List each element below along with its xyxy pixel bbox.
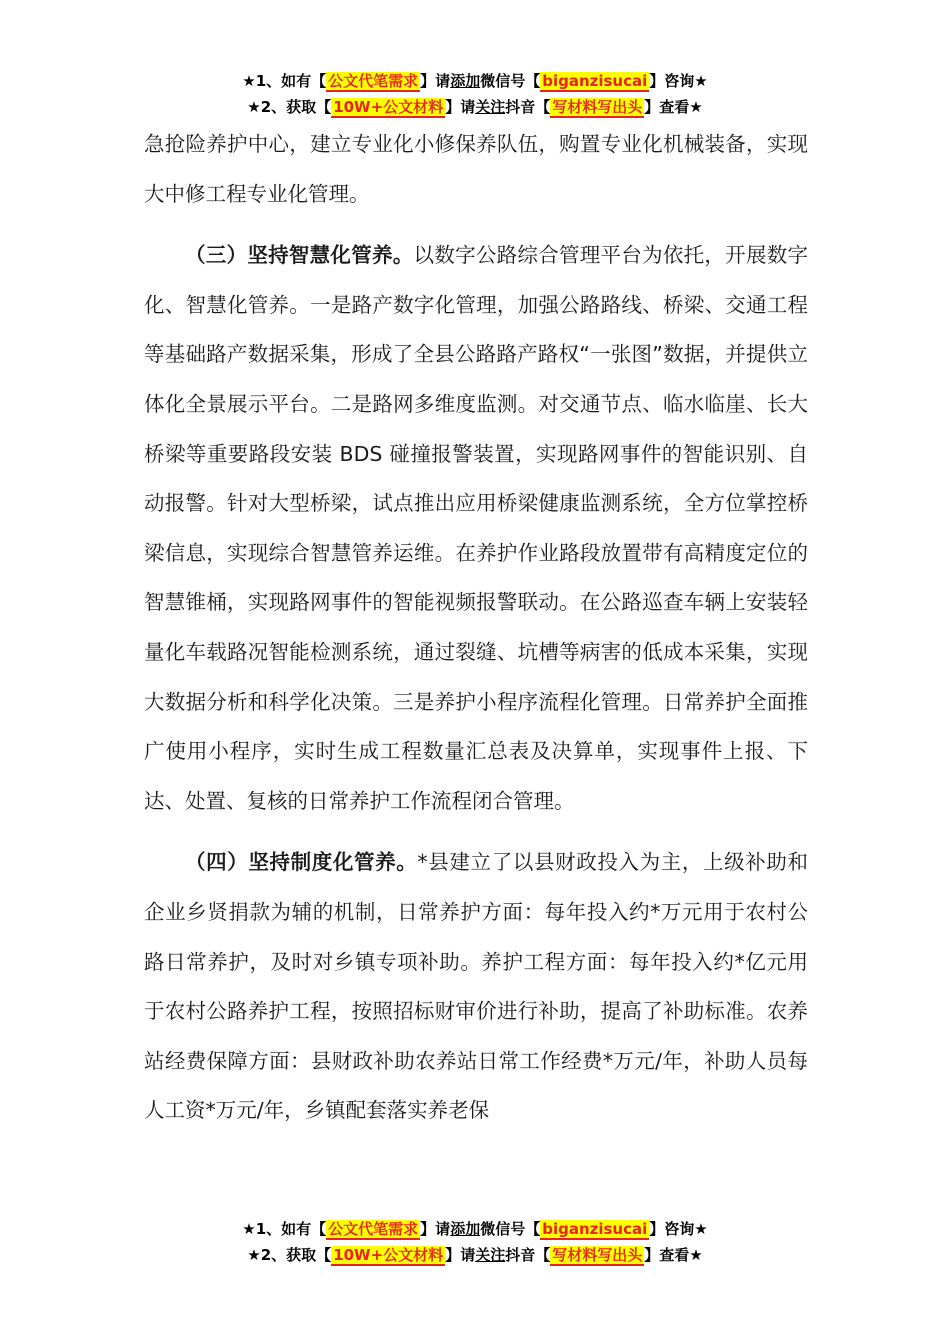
banner-highlight: 写材料写出头: [552, 1246, 643, 1264]
banner-line-2: [0, 94, 950, 120]
banner-highlight: biganzisucai: [542, 72, 648, 90]
banner-highlight: 10W+公文材料: [333, 98, 444, 116]
banner-text: 微信号【: [480, 1220, 541, 1238]
section-heading: （四）坚持制度化管养。: [185, 850, 418, 875]
banner-underline: 关注: [475, 1246, 506, 1264]
banner-text: 】请: [420, 1220, 451, 1238]
banner-line-1: [0, 1216, 950, 1242]
document-body: [144, 120, 808, 1136]
paragraph-smart-maintenance: [144, 231, 808, 826]
banner-underline: 添加: [450, 72, 481, 90]
banner-underline: 添加: [450, 1220, 481, 1238]
banner-text: 】请: [420, 72, 451, 90]
banner-text: 微信号【: [480, 72, 541, 90]
paragraph-institutional-maintenance: [144, 838, 808, 1136]
paragraph-text: *县建立了以县财政投入为主，上级补助和企业乡贤捐款为辅的机制，日常养护方面：每年投入约*万元用于农村公路日常养护，及时对乡镇专项补助。养护工程方面：每年投入约*亿元用于农村公路养护工程，按照招标财审价进行补助，提高了补助标准。农养站经费保障方面：县财政补助农养站日常工作经费*万元/年，补助人员每人工资*万元/年，乡镇配套落实养老保: [144, 850, 808, 1123]
banner-text: 抖音【: [505, 1246, 551, 1264]
banner-text: 抖音【: [505, 98, 551, 116]
banner-highlight: 公文代笔需求: [328, 1220, 419, 1238]
header-banner: [0, 68, 950, 120]
banner-text: 】请: [445, 1246, 476, 1264]
banner-text: ★1、如有【: [242, 72, 327, 90]
section-heading: （三）坚持智慧化管养。: [185, 243, 414, 268]
banner-text: ★2、获取【: [247, 1246, 332, 1264]
paragraph-text: 以数字公路综合管理平台为依托，开展数字化、智慧化管养。一是路产数字化管理，加强公路路线、桥梁、交通工程等基础路产数据采集，形成了全县公路路产路权“一张图”数据，并提供立体化全景展示平台。二是路网多维度监测。对交通节点、临水临崖、长大桥梁等重要路段安装 BDS 碰撞报警装置，实现路网事件的智能识别、自动报警。针对大型桥梁，试点推出应用桥梁健康监测系统，全方位掌控桥梁信息，实现综合智慧管养运维。在养护作业路段放置带有高精度定位的智慧锥桶，实现路网事件的智能视频报警联动。在公路巡查车辆上安装轻量化车载路况智能检测系统，通过裂缝、坑槽等病害的低成本采集，实现大数据分析和科学化决策。三是养护小程序流程化管理。日常养护全面推广使用小程序，实时生成工程数量汇总表及决算单，实现事件上报、下达、处置、复核的日常养护工作流程闭合管理。: [144, 243, 809, 813]
paragraph-continuation: 急抢险养护中心，建立专业化小修保养队伍，购置专业化机械装备，实现大中修工程专业化管理。: [144, 132, 808, 206]
banner-highlight: biganzisucai: [542, 1220, 648, 1238]
banner-text: 】查看★: [644, 1246, 703, 1264]
banner-text: 】请: [445, 98, 476, 116]
banner-text: ★2、获取【: [247, 98, 332, 116]
banner-text: 】咨询★: [649, 72, 708, 90]
footer-banner: [0, 1216, 950, 1268]
banner-highlight: 10W+公文材料: [333, 1246, 444, 1264]
banner-line-2: [0, 1242, 950, 1268]
banner-text: ★1、如有【: [242, 1220, 327, 1238]
banner-highlight: 公文代笔需求: [328, 72, 419, 90]
banner-highlight: 写材料写出头: [552, 98, 643, 116]
banner-text: 】查看★: [644, 98, 703, 116]
banner-underline: 关注: [475, 98, 506, 116]
banner-text: 】咨询★: [649, 1220, 708, 1238]
banner-line-1: [0, 68, 950, 94]
